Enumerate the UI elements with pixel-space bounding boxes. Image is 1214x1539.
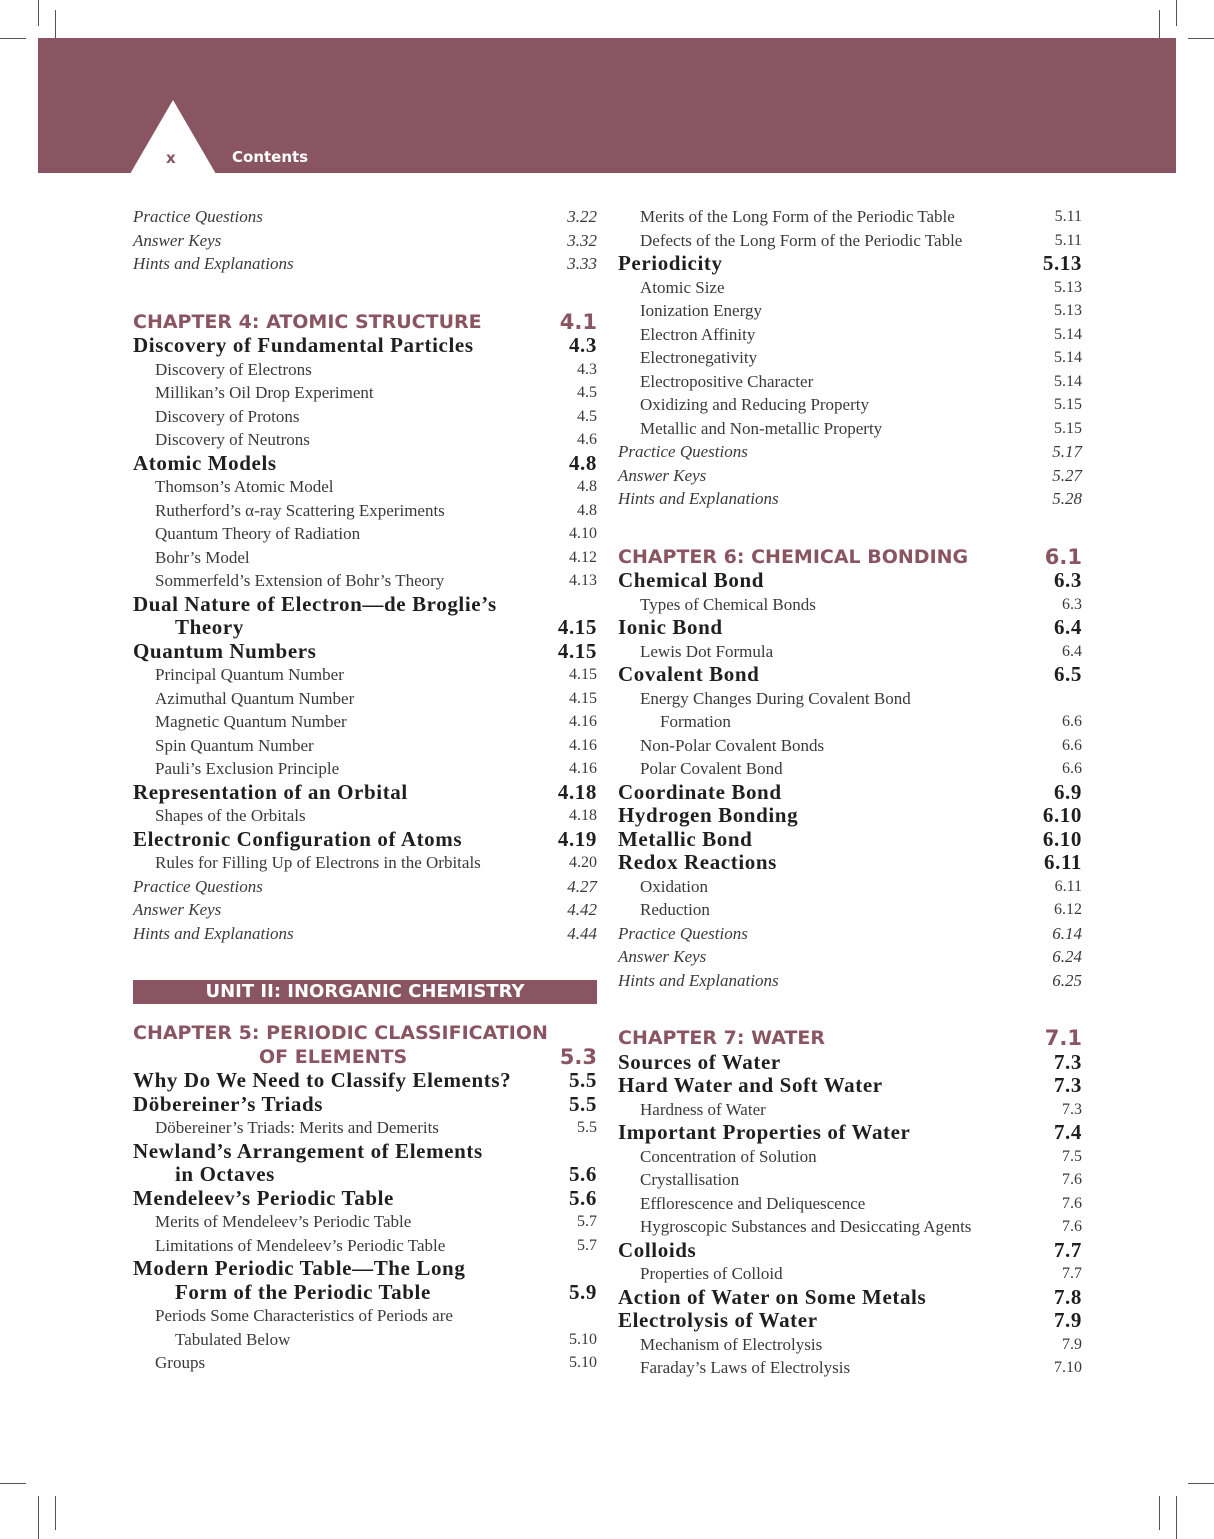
entry-title: Polar Covalent Bond	[640, 759, 783, 778]
section-entry[interactable]	[618, 569, 1082, 593]
entry-title: Practice Questions	[133, 207, 263, 226]
entry-page-number: 5.15	[1054, 396, 1082, 413]
crop-mark	[0, 1483, 26, 1484]
entry-title: Hard Water and Soft Water	[618, 1073, 883, 1097]
subsection-entry[interactable]	[618, 875, 1082, 899]
entry-page-number: 5.17	[1052, 442, 1082, 461]
entry-page-number: 6.11	[1044, 850, 1082, 874]
subsection-entry[interactable]	[133, 663, 597, 687]
entry-title: Electron Affinity	[640, 324, 756, 344]
section-entry[interactable]	[618, 781, 1082, 805]
entry-page-number: 6.14	[1052, 923, 1082, 943]
subsection-entry[interactable]	[618, 393, 1082, 417]
entry-title: Quantum Numbers	[133, 638, 317, 663]
entry-title: Practice Questions	[133, 876, 263, 896]
entry-title: Mechanism of Electrolysis	[640, 1334, 823, 1354]
entry-page-number: 5.7	[577, 1236, 597, 1254]
entry-title: Chemical Bond	[618, 568, 765, 592]
entry-title: Hygroscopic Substances and Desiccating Agents	[640, 1217, 972, 1236]
entry-title: Groups	[155, 1353, 206, 1372]
toc-entry[interactable]	[618, 922, 1082, 946]
entry-title: Merits of Mendeleev’s Periodic Table	[155, 1212, 412, 1231]
entry-page-number: 5.15	[1054, 419, 1082, 437]
entry-title: Theory	[175, 615, 244, 639]
entry-page-number: 5.7	[577, 1213, 597, 1230]
toc-entry[interactable]	[618, 440, 1082, 464]
entry-page-number: 4.1	[559, 309, 597, 334]
entry-page-number: 4.8	[577, 478, 597, 495]
entry-title: Action of Water on Some Metals	[618, 1284, 927, 1309]
entry-page-number: 5.13	[1042, 251, 1082, 275]
entry-line	[133, 1163, 597, 1187]
entry-title: Lewis Dot Formula	[640, 641, 774, 661]
entry-title: Bohr’s Model	[155, 547, 250, 567]
entry-page-number: 7.7	[1062, 1265, 1082, 1282]
section-entry[interactable]	[618, 1309, 1082, 1333]
subsection-entry[interactable]	[618, 687, 1082, 734]
entry-page-number: 5.13	[1054, 278, 1082, 296]
entry-page-number: 5.6	[568, 1185, 597, 1210]
entry-page-number: 6.4	[1053, 615, 1082, 639]
entry-page-number: 7.8	[1053, 1284, 1082, 1309]
entry-page-number: 5.5	[568, 1068, 597, 1092]
entry-page-number: 4.44	[567, 923, 597, 943]
subsection-entry[interactable]	[618, 1192, 1082, 1216]
entry-page-number: 7.3	[1053, 1073, 1082, 1097]
entry-page-number: 7.1	[1044, 1026, 1082, 1050]
subsection-entry[interactable]	[618, 1098, 1082, 1122]
subsection-entry[interactable]	[618, 593, 1082, 617]
entry-title: Redox Reactions	[618, 850, 777, 874]
chapter-heading[interactable]	[133, 1022, 597, 1069]
section-entry[interactable]	[133, 334, 597, 358]
entry-page-number: 4.20	[569, 854, 597, 871]
subsection-entry-line: Periods Some Characteristics of Periods are	[155, 1306, 453, 1325]
toc-right-column	[618, 205, 1082, 1380]
subsection-entry[interactable]	[618, 1333, 1082, 1357]
entry-page-number: 6.6	[1062, 736, 1082, 754]
entry-page-number: 5.11	[1054, 231, 1082, 249]
subsection-entry[interactable]	[133, 522, 597, 546]
entry-title: Discovery of Electrons	[155, 359, 312, 379]
subsection-entry[interactable]	[618, 1356, 1082, 1380]
entry-page-number: 6.6	[1062, 713, 1082, 730]
entry-title: Ionization Energy	[640, 301, 762, 320]
entry-title: Thomson’s Atomic Model	[155, 477, 334, 496]
crop-mark	[1188, 1483, 1214, 1484]
subsection-entry[interactable]	[618, 323, 1082, 347]
chapter-heading-line: CHAPTER 5: PERIODIC CLASSIFICATION	[133, 1022, 548, 1044]
entry-title: Coordinate Bond	[618, 779, 782, 804]
section-entry-line: Modern Periodic Table—The Long	[133, 1256, 466, 1280]
subsection-entry[interactable]	[618, 205, 1082, 229]
entry-title: Periodicity	[618, 251, 723, 275]
entry-page-number: 7.7	[1053, 1237, 1082, 1262]
entry-line	[133, 616, 597, 640]
entry-page-number: 4.15	[569, 689, 597, 707]
entry-page-number: 4.19	[557, 826, 597, 851]
entry-page-number: 5.14	[1054, 325, 1082, 343]
crop-mark	[1176, 1496, 1177, 1539]
entry-title: Form of the Periodic Table	[175, 1279, 431, 1304]
entry-page-number: 7.9	[1062, 1335, 1082, 1353]
entry-title: Sources of Water	[618, 1049, 781, 1074]
crop-mark	[38, 0, 39, 26]
entry-page-number: 5.5	[577, 1119, 597, 1136]
entry-title: Tabulated Below	[175, 1329, 291, 1349]
section-entry[interactable]	[133, 1187, 597, 1211]
entry-title: Limitations of Mendeleev’s Periodic Table	[155, 1235, 446, 1255]
entry-title: Discovery of Neutrons	[155, 430, 310, 449]
entry-title: Mendeleev’s Periodic Table	[133, 1185, 394, 1210]
entry-title: Atomic Models	[133, 450, 277, 475]
entry-title: Representation of an Orbital	[133, 779, 408, 804]
entry-page-number: 4.3	[568, 333, 597, 357]
subsection-entry[interactable]	[133, 499, 597, 523]
section-entry[interactable]	[133, 1093, 597, 1117]
toc-entry[interactable]	[133, 875, 597, 899]
entry-page-number: 4.13	[569, 572, 597, 589]
entry-page-number: 4.15	[557, 638, 597, 663]
entry-title: Answer Keys	[618, 947, 707, 966]
entry-title: Quantum Theory of Radiation	[155, 524, 361, 543]
entry-page-number: 4.27	[567, 876, 597, 896]
section-entry[interactable]	[618, 1121, 1082, 1145]
entry-title: Colloids	[618, 1237, 697, 1262]
chapter-heading[interactable]	[618, 546, 1082, 570]
subsection-entry[interactable]	[133, 687, 597, 711]
entry-page-number: 6.6	[1062, 760, 1082, 777]
entry-title: Rules for Filling Up of Electrons in the Orbitals	[155, 853, 481, 872]
entry-line	[640, 710, 1082, 734]
subsection-entry[interactable]	[133, 358, 597, 382]
entry-page-number: 5.9	[568, 1279, 597, 1304]
section-entry[interactable]	[133, 828, 597, 852]
entry-line	[155, 1328, 597, 1352]
entry-page-number: 5.27	[1052, 465, 1082, 485]
section-entry[interactable]	[133, 593, 597, 640]
section-entry[interactable]	[618, 252, 1082, 276]
running-head: Contents	[232, 148, 309, 166]
subsection-entry[interactable]	[133, 710, 597, 734]
entry-title: Properties of Colloid	[640, 1264, 783, 1283]
entry-title: Hints and Explanations	[133, 923, 294, 943]
entry-title: Concentration of Solution	[640, 1146, 817, 1166]
entry-page-number: 4.42	[567, 900, 597, 919]
subsection-entry[interactable]	[618, 276, 1082, 300]
entry-page-number: 5.13	[1054, 302, 1082, 319]
entry-title: Magnetic Quantum Number	[155, 712, 347, 731]
toc-entry[interactable]	[618, 969, 1082, 993]
subsection-entry[interactable]	[618, 229, 1082, 253]
entry-title: Important Properties of Water	[618, 1120, 911, 1144]
entry-title: Non-Polar Covalent Bonds	[640, 735, 825, 755]
entry-title: Atomic Size	[640, 277, 725, 297]
entry-page-number: 4.16	[569, 736, 597, 754]
entry-title: Hints and Explanations	[618, 970, 779, 990]
entry-title: Principal Quantum Number	[155, 665, 344, 684]
section-entry-line: Newland’s Arrangement of Elements	[133, 1138, 483, 1163]
entry-page-number: 5.28	[1052, 489, 1082, 508]
section-entry[interactable]	[133, 640, 597, 664]
entry-title: Why Do We Need to Classify Elements?	[133, 1068, 512, 1092]
entry-title: Hints and Explanations	[618, 489, 779, 508]
toc-entry[interactable]	[133, 922, 597, 946]
entry-title: Electrolysis of Water	[618, 1308, 818, 1332]
section-entry[interactable]	[618, 1051, 1082, 1075]
entry-page-number: 7.10	[1054, 1359, 1082, 1376]
subsection-entry[interactable]	[133, 475, 597, 499]
entry-title: Answer Keys	[133, 230, 222, 250]
entry-title: Answer Keys	[618, 465, 707, 485]
entry-title: Sommerfeld’s Extension of Bohr’s Theory	[155, 571, 445, 590]
entry-page-number: 4.10	[569, 525, 597, 542]
subsection-entry[interactable]	[133, 734, 597, 758]
entry-title: Practice Questions	[618, 442, 748, 461]
crop-mark	[38, 1496, 39, 1539]
entry-page-number: 4.5	[577, 407, 597, 425]
entry-page-number: 5.14	[1054, 372, 1082, 390]
entry-title: Millikan’s Oil Drop Experiment	[155, 383, 374, 402]
entry-title: Pauli’s Exclusion Principle	[155, 759, 340, 778]
entry-page-number: 4.8	[568, 450, 597, 475]
entry-title: Types of Chemical Bonds	[640, 594, 816, 614]
entry-title: Covalent Bond	[618, 662, 760, 686]
entry-title: Döbereiner’s Triads: Merits and Demerits	[155, 1118, 439, 1137]
entry-title: Crystallisation	[640, 1170, 740, 1189]
entry-title: Discovery of Protons	[155, 406, 300, 426]
entry-page-number: 5.10	[569, 1330, 597, 1348]
section-entry[interactable]	[618, 1074, 1082, 1098]
crop-mark	[1176, 0, 1177, 26]
toc-entry[interactable]	[133, 205, 597, 229]
entry-page-number: 4.3	[577, 360, 597, 378]
entry-title: Hints and Explanations	[133, 254, 294, 273]
entry-line	[133, 1281, 597, 1305]
entry-title: Discovery of Fundamental Particles	[133, 333, 474, 357]
entry-page-number: 6.10	[1042, 826, 1082, 851]
entry-page-number: 6.9	[1053, 779, 1082, 804]
entry-page-number: 7.6	[1062, 1194, 1082, 1212]
entry-title: Metallic and Non-metallic Property	[640, 418, 883, 438]
section-entry[interactable]	[618, 663, 1082, 687]
crop-mark	[1159, 1496, 1160, 1530]
entry-page-number: 5.14	[1054, 349, 1082, 366]
subsection-entry[interactable]	[618, 370, 1082, 394]
entry-title: Electronic Configuration of Atoms	[133, 826, 463, 851]
entry-page-number: 7.6	[1062, 1171, 1082, 1188]
entry-page-number: 4.16	[569, 760, 597, 777]
entry-page-number: 4.6	[577, 431, 597, 448]
entry-page-number: 7.4	[1053, 1120, 1082, 1144]
subsection-entry[interactable]	[133, 1210, 597, 1234]
entry-title: Shapes of the Orbitals	[155, 806, 306, 825]
section-entry-line: Dual Nature of Electron—de Broglie’s	[133, 591, 497, 616]
entry-page-number: 5.10	[569, 1354, 597, 1371]
section-entry[interactable]	[618, 851, 1082, 875]
toc-entry[interactable]	[618, 464, 1082, 488]
toc-entry[interactable]	[133, 252, 597, 276]
entry-title: CHAPTER 6: CHEMICAL BONDING	[618, 545, 969, 568]
chapter-heading[interactable]	[133, 311, 597, 335]
entry-title: CHAPTER 4: ATOMIC STRUCTURE	[133, 310, 482, 333]
entry-title: Answer Keys	[133, 900, 222, 919]
entry-page-number: 6.24	[1052, 947, 1082, 966]
crop-mark	[55, 1496, 56, 1530]
subsection-entry[interactable]	[618, 346, 1082, 370]
entry-page-number: 4.8	[577, 501, 597, 519]
section-entry[interactable]	[618, 1286, 1082, 1310]
subsection-entry[interactable]	[133, 428, 597, 452]
subsection-entry[interactable]	[133, 1351, 597, 1375]
section-entry[interactable]	[133, 452, 597, 476]
entry-page-number: 4.18	[569, 807, 597, 824]
section-entry[interactable]	[618, 828, 1082, 852]
entry-title: Ionic Bond	[618, 615, 723, 639]
entry-title: Spin Quantum Number	[155, 735, 314, 755]
entry-line	[133, 1046, 597, 1070]
entry-title: Azimuthal Quantum Number	[155, 688, 355, 708]
subsection-entry[interactable]	[618, 1168, 1082, 1192]
entry-page-number: 7.3	[1053, 1049, 1082, 1074]
subsection-entry[interactable]	[133, 757, 597, 781]
subsection-entry[interactable]	[618, 1145, 1082, 1169]
toc-entry[interactable]	[133, 229, 597, 253]
section-entry[interactable]	[133, 1069, 597, 1093]
section-entry[interactable]	[133, 1257, 597, 1304]
toc-entry[interactable]	[618, 487, 1082, 511]
entry-title: CHAPTER 7: WATER	[618, 1027, 825, 1049]
subsection-entry[interactable]	[133, 381, 597, 405]
entry-title: Electronegativity	[640, 348, 758, 367]
entry-title: Rutherford’s α-ray Scattering Experiments	[155, 500, 445, 520]
entry-title: Oxidation	[640, 876, 708, 896]
entry-page-number: 6.11	[1054, 877, 1082, 895]
entry-title: OF ELEMENTS	[259, 1045, 408, 1068]
subsection-entry[interactable]	[133, 569, 597, 593]
entry-page-number: 3.33	[567, 254, 597, 273]
subsection-entry[interactable]	[618, 898, 1082, 922]
entry-page-number: 5.5	[568, 1091, 597, 1116]
subsection-entry[interactable]	[133, 405, 597, 429]
entry-page-number: 5.6	[568, 1162, 597, 1186]
section-entry[interactable]	[133, 1140, 597, 1187]
section-entry[interactable]	[618, 804, 1082, 828]
entry-page-number: 6.1	[1044, 544, 1082, 569]
entry-page-number: 4.16	[569, 713, 597, 730]
entry-page-number: 6.3	[1062, 595, 1082, 613]
entry-title: Döbereiner’s Triads	[133, 1091, 324, 1116]
entry-title: Formation	[660, 712, 731, 731]
entry-title: Faraday’s Laws of Electrolysis	[640, 1358, 851, 1377]
entry-title: Hydrogen Bonding	[618, 803, 799, 827]
entry-page-number: 4.15	[557, 615, 597, 639]
entry-title: Metallic Bond	[618, 826, 753, 851]
page-number: x	[166, 149, 176, 167]
entry-page-number: 7.3	[1062, 1100, 1082, 1118]
entry-title: Practice Questions	[618, 923, 748, 943]
entry-page-number: 7.6	[1062, 1218, 1082, 1235]
subsection-entry[interactable]	[618, 299, 1082, 323]
subsection-entry[interactable]	[133, 546, 597, 570]
toc-entry[interactable]	[133, 898, 597, 922]
toc-left-column	[133, 205, 597, 1375]
entry-page-number: 4.12	[569, 548, 597, 566]
subsection-entry[interactable]	[618, 1262, 1082, 1286]
chapter-heading[interactable]	[618, 1027, 1082, 1051]
entry-title: in Octaves	[175, 1162, 275, 1186]
entry-page-number: 7.9	[1053, 1308, 1082, 1332]
entry-page-number: 5.11	[1054, 208, 1082, 225]
subsection-entry[interactable]	[133, 1304, 597, 1351]
entry-page-number: 3.22	[567, 207, 597, 226]
toc-entry[interactable]	[618, 945, 1082, 969]
subsection-entry[interactable]	[618, 757, 1082, 781]
entry-title: Hardness of Water	[640, 1099, 766, 1119]
crop-mark	[1188, 38, 1214, 39]
subsection-entry[interactable]	[618, 734, 1082, 758]
section-entry[interactable]	[133, 781, 597, 805]
entry-page-number: 4.15	[569, 666, 597, 683]
entry-page-number: 6.5	[1053, 662, 1082, 686]
section-entry[interactable]	[618, 616, 1082, 640]
subsection-entry-line: Energy Changes During Covalent Bond	[640, 688, 911, 708]
entry-page-number: 4.18	[557, 779, 597, 804]
entry-page-number: 6.4	[1062, 642, 1082, 660]
entry-page-number: 6.12	[1054, 901, 1082, 918]
subsection-entry[interactable]	[618, 640, 1082, 664]
entry-page-number: 6.10	[1042, 803, 1082, 827]
entry-title: Oxidizing and Reducing Property	[640, 395, 869, 414]
entry-page-number: 6.3	[1053, 568, 1082, 592]
entry-title: Reduction	[640, 900, 710, 919]
crop-mark	[0, 38, 26, 39]
entry-page-number: 3.32	[567, 230, 597, 250]
subsection-entry[interactable]	[133, 1116, 597, 1140]
entry-page-number: 6.25	[1052, 970, 1082, 990]
unit-banner: UNIT II: INORGANIC CHEMISTRY	[133, 980, 597, 1004]
entry-page-number: 7.5	[1062, 1147, 1082, 1165]
entry-title: Electropositive Character	[640, 371, 814, 391]
entry-title: Efflorescence and Deliquescence	[640, 1193, 866, 1213]
entry-page-number: 5.3	[559, 1044, 597, 1069]
subsection-entry[interactable]	[133, 851, 597, 875]
section-entry[interactable]	[618, 1239, 1082, 1263]
subsection-entry[interactable]	[618, 417, 1082, 441]
entry-title: Merits of the Long Form of the Periodic Table	[640, 207, 955, 226]
subsection-entry[interactable]	[618, 1215, 1082, 1239]
subsection-entry[interactable]	[133, 804, 597, 828]
entry-title: Defects of the Long Form of the Periodic Table	[640, 230, 963, 250]
entry-page-number: 4.5	[577, 384, 597, 401]
subsection-entry[interactable]	[133, 1234, 597, 1258]
